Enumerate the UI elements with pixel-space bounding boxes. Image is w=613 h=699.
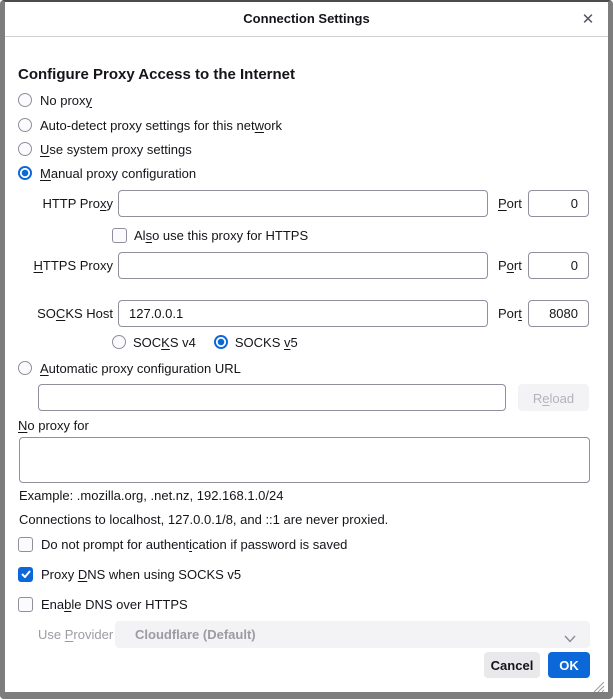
no-proxy-for-label: No proxy for: [18, 418, 89, 433]
dns-provider-select[interactable]: [115, 621, 590, 648]
socks-port-input[interactable]: [528, 300, 589, 327]
radio-no-proxy[interactable]: [18, 91, 92, 109]
radio-icon-socks-v4[interactable]: [112, 335, 126, 349]
http-proxy-label: HTTP Proxy: [42, 196, 113, 211]
socks-v5-label: SOCKS v5: [234, 334, 298, 350]
use-provider-label: Use Provider: [38, 627, 114, 642]
socks-host-input[interactable]: [118, 300, 488, 327]
https-port-label: Port: [498, 258, 522, 273]
checkbox-label: Proxy DNS when using SOCKS v5: [41, 566, 242, 582]
socks-version-row: [112, 333, 298, 351]
checkbox-proxy-dns-socks5[interactable]: [18, 565, 241, 583]
checkbox-icon[interactable]: [18, 537, 33, 552]
radio-icon[interactable]: [18, 93, 32, 107]
dns-provider-value: Cloudflare (Default): [135, 627, 256, 642]
radio-label: Use system proxy settings: [40, 141, 192, 157]
socks-v4-label: SOCKS v4: [133, 334, 196, 350]
checkbox-icon[interactable]: [18, 597, 33, 612]
https-port-input[interactable]: [528, 252, 589, 279]
radio-label: No proxy: [40, 92, 93, 108]
checkbox-also-https[interactable]: [112, 226, 308, 244]
checkbox-label: Do not prompt for authentication if password is saved: [41, 536, 348, 552]
radio-icon[interactable]: [18, 142, 32, 156]
no-proxy-note-text: Connections to localhost, 127.0.0.1/8, and ::1 are never proxied.: [19, 512, 389, 527]
https-proxy-input[interactable]: [118, 252, 488, 279]
radio-label: Manual proxy configuration: [40, 165, 197, 181]
radio-label: Auto-detect proxy settings for this network: [40, 117, 283, 133]
reload-button[interactable]: Reload: [518, 384, 589, 411]
checkbox-icon[interactable]: [112, 228, 127, 243]
socks-host-label: SOCKS Host: [37, 306, 113, 321]
radio-system-proxy[interactable]: [18, 140, 192, 158]
radio-label: Automatic proxy configuration URL: [40, 360, 241, 376]
socks-port-label: Port: [498, 306, 522, 321]
radio-manual-proxy[interactable]: [18, 164, 196, 182]
checkbox-icon[interactable]: [18, 567, 33, 582]
dialog-title: Connection Settings: [243, 11, 370, 26]
checkbox-label: Also use this proxy for HTTPS: [134, 227, 309, 243]
checkbox-dns-over-https[interactable]: [18, 595, 188, 613]
close-icon[interactable]: ✕: [581, 11, 595, 28]
http-proxy-input[interactable]: [118, 190, 488, 217]
radio-icon[interactable]: [18, 118, 32, 132]
auto-config-url-input[interactable]: [38, 384, 506, 411]
resize-grip[interactable]: [591, 679, 604, 692]
title-bar: [5, 2, 608, 37]
radio-auto-detect[interactable]: [18, 116, 282, 134]
radio-icon[interactable]: [18, 361, 32, 375]
page-title: Configure Proxy Access to the Internet: [18, 66, 296, 83]
cancel-button[interactable]: Cancel: [484, 652, 540, 678]
http-port-input[interactable]: [528, 190, 589, 217]
https-proxy-label: HTTPS Proxy: [33, 258, 113, 273]
checkbox-label: Enable DNS over HTTPS: [41, 596, 188, 612]
radio-icon-socks-v5[interactable]: [214, 335, 228, 349]
http-port-label: Port: [498, 196, 522, 211]
chevron-down-icon: [564, 631, 576, 646]
checkbox-no-prompt-auth[interactable]: [18, 535, 347, 553]
no-proxy-example-text: Example: .mozilla.org, .net.nz, 192.168.1.0/24: [19, 488, 284, 503]
no-proxy-for-textarea[interactable]: [19, 437, 590, 483]
radio-auto-config-url[interactable]: [18, 359, 241, 377]
ok-button[interactable]: OK: [548, 652, 590, 678]
radio-icon[interactable]: [18, 166, 32, 180]
